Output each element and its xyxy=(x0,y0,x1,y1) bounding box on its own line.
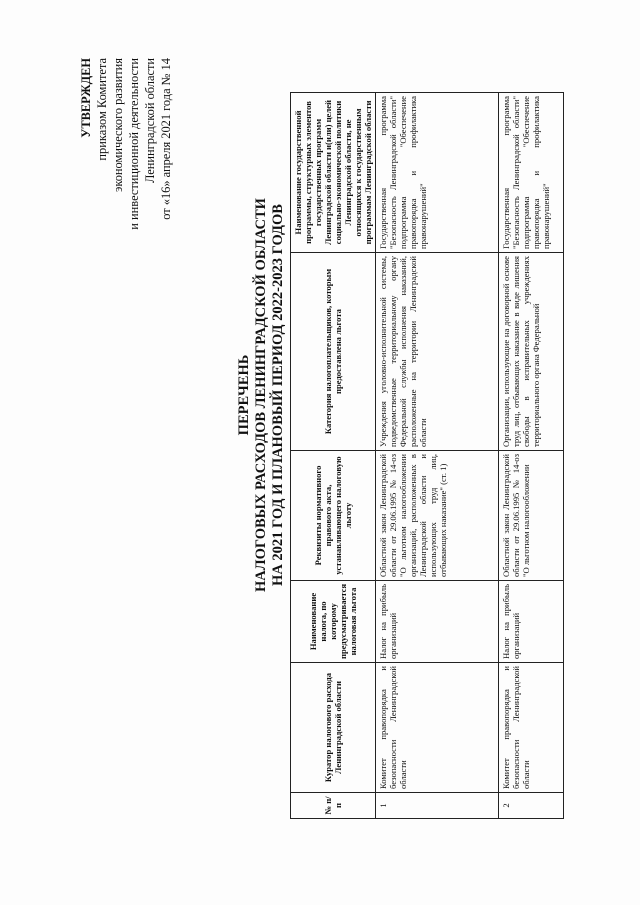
header-cell: Категория налогоплательщиков, которым предоставлена льгота xyxy=(291,253,376,451)
table-header-row xyxy=(291,93,376,819)
header-cell: Куратор налогового расхода Ленинградской области xyxy=(291,663,376,793)
act-cell: Областной закон Ленинградской области от 29.06.1995 № 14-оз "О льготном налогообложении xyxy=(499,451,564,581)
row-number: 1 xyxy=(376,793,499,819)
title-line: НАЛОГОВЫХ РАСХОДОВ ЛЕНИНГРАДСКОЙ ОБЛАСТИ xyxy=(253,198,269,592)
header-cell: № п/п xyxy=(291,793,376,819)
program-cell: Государственная программа "Безопасность Ленинградской области" подпрограмма "Обеспечение правопорядка и профилактика правонарушений" xyxy=(499,93,564,253)
approval-line: от «16» апреля 2021 года № 14 xyxy=(159,58,173,220)
approval-line: приказом Комитета xyxy=(95,58,109,161)
approval-heading: УТВЕРЖДЕН xyxy=(79,58,93,138)
act-cell: Областной закон Ленинградской области от 29.06.1995 № 14-оз "О льготном налогообложении организаций, расположенных в Ленинградской области и использующих труд лиц, отбывающих наказание" (ст. 1) xyxy=(376,451,499,581)
tax-cell: Налог на прибыль организаций xyxy=(499,581,564,663)
curator-cell: Комитет правопорядка и безопасности Ленинградской области xyxy=(499,663,564,793)
header-cell: Наименование налога, по которому предусматривается налоговая льгота xyxy=(291,581,376,663)
category-cell: Учреждения уголовно-исполнительной системы, подведомственные территориальному органу Федеральной службы исполнения наказаний, расположенные на территории Ленинградской области xyxy=(376,253,499,451)
table-row xyxy=(376,93,499,819)
curator-cell: Комитет правопорядка и безопасности Ленинградской области xyxy=(376,663,499,793)
approval-stamp xyxy=(78,58,174,318)
document-title xyxy=(236,0,287,795)
header-cell: Наименование государственной программы, структурных элементов государственных программ Ленинградской области и(или) целей социально-экономической политики Ленинградской области, не относящихся к государственным программам Ленинградской области xyxy=(291,93,376,253)
table-row xyxy=(499,93,564,819)
approval-line: Ленинградской области xyxy=(143,58,157,184)
header-cell: Реквизиты нормативного правового акта, устанавливающего налоговую льготу xyxy=(291,451,376,581)
tax-expenses-table xyxy=(290,92,564,819)
program-cell: Государственная программа "Безопасность Ленинградской области" подпрограмма "Обеспечение правопорядка и профилактика правонарушений" xyxy=(376,93,499,253)
row-number: 2 xyxy=(499,793,564,819)
category-cell: Организации, использующие на договорной основе труд лиц, отбывающих наказание в виде лишения свободы в исправительных учреждениях территориального органа Федеральной xyxy=(499,253,564,451)
approval-line: и инвестиционной деятельности xyxy=(127,58,141,230)
tax-cell: Налог на прибыль организаций xyxy=(376,581,499,663)
title-line: НА 2021 ГОД И ПЛАНОВЫЙ ПЕРИОД 2022-2023 ГОДОВ xyxy=(270,204,286,586)
approval-line: экономического развития xyxy=(111,58,125,192)
title-line: ПЕРЕЧЕНЬ xyxy=(236,354,252,436)
